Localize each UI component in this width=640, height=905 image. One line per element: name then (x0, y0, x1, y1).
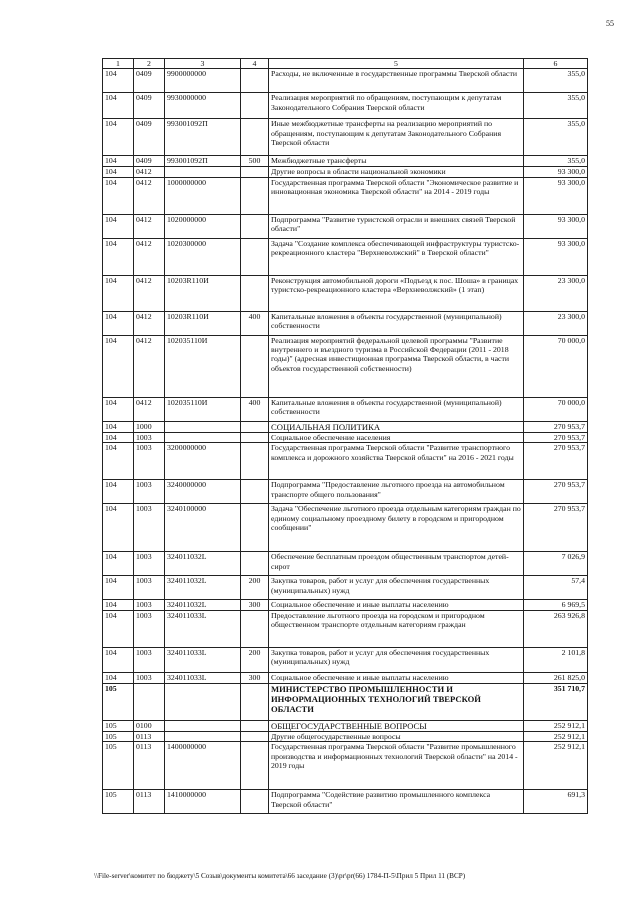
admin-code-cell: 104 (103, 93, 134, 119)
admin-code-cell: 104 (103, 552, 134, 576)
expense-type-cell: 200 (241, 576, 269, 600)
target-item-cell: 324011033L (165, 672, 241, 683)
target-item-cell: 3240100000 (165, 504, 241, 552)
admin-code-cell: 104 (103, 177, 134, 214)
table-row (103, 610, 588, 647)
section-code-cell: 0412 (134, 335, 165, 397)
admin-code-cell: 104 (103, 275, 134, 311)
section-code-cell: 0113 (134, 742, 165, 790)
amount-cell: 93 300,0 (524, 167, 588, 177)
description-cell: Другие общегосударственные вопросы (269, 732, 524, 742)
section-code-cell: 1003 (134, 600, 165, 610)
admin-code-cell: 105 (103, 683, 134, 720)
admin-code-cell: 104 (103, 397, 134, 421)
expense-type-cell: 200 (241, 647, 269, 672)
table-row (103, 119, 588, 156)
admin-code-cell: 105 (103, 790, 134, 814)
admin-code-cell: 104 (103, 335, 134, 397)
description-cell: Подпрограмма "Развитие туристской отрасли и внешних связей Тверской области" (269, 214, 524, 238)
target-item-cell: 324011033L (165, 647, 241, 672)
table-row (103, 576, 588, 600)
section-code-cell: 0100 (134, 720, 165, 731)
section-code-cell: 1003 (134, 433, 165, 443)
table-row (103, 683, 588, 720)
table-row (103, 335, 588, 397)
table-row (103, 238, 588, 275)
section-code-cell (134, 683, 165, 720)
amount-cell: 270 953,7 (524, 480, 588, 504)
amount-cell: 252 912,1 (524, 732, 588, 742)
expense-type-cell (241, 69, 269, 93)
target-item-cell: 1400000000 (165, 742, 241, 790)
column-header: 3 (165, 59, 241, 69)
section-code-cell: 0412 (134, 238, 165, 275)
admin-code-cell: 105 (103, 720, 134, 731)
target-item-cell: 324011032L (165, 576, 241, 600)
description-cell: Предоставление льготного проезда на городском и пригородном общественном транспорте отдельным категориям граждан (269, 610, 524, 647)
target-item-cell (165, 421, 241, 432)
amount-cell: 93 300,0 (524, 214, 588, 238)
amount-cell: 7 026,9 (524, 552, 588, 576)
expense-type-cell (241, 720, 269, 731)
expense-type-cell (241, 177, 269, 214)
admin-code-cell: 105 (103, 742, 134, 790)
admin-code-cell: 104 (103, 156, 134, 167)
column-header: 5 (269, 59, 524, 69)
description-cell: Иные межбюджетные трансферты на реализацию мероприятий по обращениям, поступающим к депутатам Законодательного Собрания Тверской области (269, 119, 524, 156)
table-row (103, 177, 588, 214)
table-row (103, 720, 588, 731)
description-cell: Государственная программа Тверской области "Экономическое развитие и инновационная экономика Тверской области" на 2014 - 2019 годы (269, 177, 524, 214)
table-row (103, 552, 588, 576)
column-header: 2 (134, 59, 165, 69)
column-header: 1 (103, 59, 134, 69)
target-item-cell: 102035110И (165, 397, 241, 421)
description-cell: Закупка товаров, работ и услуг для обеспечения государственных (муниципальных) нужд (269, 576, 524, 600)
table-row (103, 275, 588, 311)
section-code-cell: 1000 (134, 421, 165, 432)
table-row (103, 156, 588, 167)
target-item-cell: 9930000000 (165, 93, 241, 119)
amount-cell: 270 953,7 (524, 504, 588, 552)
expense-type-cell (241, 275, 269, 311)
admin-code-cell: 104 (103, 433, 134, 443)
section-code-cell: 0412 (134, 397, 165, 421)
section-code-cell: 0409 (134, 119, 165, 156)
description-cell: Государственная программа Тверской области "Развитие промышленного производства и информационных технологий Тверской области" на 2014 - 2019 годы (269, 742, 524, 790)
target-item-cell: 1020300000 (165, 238, 241, 275)
expense-type-cell (241, 119, 269, 156)
admin-code-cell: 104 (103, 610, 134, 647)
table-row (103, 672, 588, 683)
section-code-cell: 0412 (134, 214, 165, 238)
expense-type-cell (241, 214, 269, 238)
amount-cell: 93 300,0 (524, 177, 588, 214)
expense-type-cell (241, 167, 269, 177)
table-row (103, 600, 588, 610)
expense-type-cell: 300 (241, 672, 269, 683)
expense-type-cell (241, 480, 269, 504)
admin-code-cell: 104 (103, 576, 134, 600)
amount-cell: 70 000,0 (524, 335, 588, 397)
table-row (103, 311, 588, 335)
admin-code-cell: 104 (103, 443, 134, 480)
admin-code-cell: 104 (103, 167, 134, 177)
target-item-cell: 324011032L (165, 552, 241, 576)
expense-type-cell (241, 421, 269, 432)
description-cell: Реализация мероприятий федеральной целевой программы "Развитие внутреннего и въездного туризма в Российской Федерации (2011 - 2018 годы)" (адресная инвестиционная программа Тверской области, в части объектов государственной собственности) (269, 335, 524, 397)
admin-code-cell: 104 (103, 421, 134, 432)
target-item-cell: 102035110И (165, 335, 241, 397)
table-row (103, 742, 588, 790)
section-code-cell: 0409 (134, 156, 165, 167)
table-row (103, 93, 588, 119)
expense-type-cell (241, 504, 269, 552)
target-item-cell: 10203R110И (165, 311, 241, 335)
amount-cell: 355,0 (524, 156, 588, 167)
expense-type-cell (241, 93, 269, 119)
table-row (103, 504, 588, 552)
file-path-footer: \\File-server\комитет по бюджету\5 Созыв\документы комитета\66 заседание (3)\pr\pr(66) 1784-П-5\Прил 5 Прил 11 (ВСР) (94, 872, 466, 880)
section-code-cell: 0113 (134, 732, 165, 742)
column-header: 6 (524, 59, 588, 69)
table-row (103, 647, 588, 672)
expense-type-cell (241, 552, 269, 576)
section-code-cell: 1003 (134, 552, 165, 576)
section-code-cell: 0409 (134, 69, 165, 93)
description-cell: Другие вопросы в области национальной экономики (269, 167, 524, 177)
amount-cell: 263 926,8 (524, 610, 588, 647)
expense-type-cell (241, 610, 269, 647)
expense-type-cell: 400 (241, 311, 269, 335)
description-cell: Закупка товаров, работ и услуг для обеспечения государственных (муниципальных) нужд (269, 647, 524, 672)
target-item-cell: 1410000000 (165, 790, 241, 814)
description-cell: Социальное обеспечение населения (269, 433, 524, 443)
target-item-cell: 993001092П (165, 119, 241, 156)
target-item-cell (165, 167, 241, 177)
section-code-cell: 0409 (134, 93, 165, 119)
target-item-cell (165, 683, 241, 720)
amount-cell: 93 300,0 (524, 238, 588, 275)
target-item-cell: 1000000000 (165, 177, 241, 214)
section-code-cell: 0412 (134, 167, 165, 177)
table-body (103, 69, 588, 814)
admin-code-cell: 104 (103, 672, 134, 683)
amount-cell: 270 953,7 (524, 443, 588, 480)
expense-type-cell (241, 443, 269, 480)
admin-code-cell: 104 (103, 311, 134, 335)
amount-cell: 23 300,0 (524, 275, 588, 311)
expense-type-cell (241, 433, 269, 443)
description-cell: Реконструкция автомобильной дороги «Подъезд к пос. Шоша» в границах туристско-рекреационного кластера «Верхневолжский» (1 этап) (269, 275, 524, 311)
description-cell: Обеспечение бесплатным проездом общественным транспортом детей-сирот (269, 552, 524, 576)
section-code-cell: 1003 (134, 480, 165, 504)
page-number: 55 (606, 19, 614, 28)
admin-code-cell: 104 (103, 69, 134, 93)
table-row (103, 69, 588, 93)
amount-cell: 23 300,0 (524, 311, 588, 335)
amount-cell: 355,0 (524, 93, 588, 119)
description-cell: Капитальные вложения в объекты государственной (муниципальной) собственности (269, 397, 524, 421)
description-cell: Межбюджетные трансферты (269, 156, 524, 167)
table-row (103, 214, 588, 238)
target-item-cell: 993001092П (165, 156, 241, 167)
expense-type-cell: 300 (241, 600, 269, 610)
description-cell: СОЦИАЛЬНАЯ ПОЛИТИКА (269, 421, 524, 432)
target-item-cell (165, 720, 241, 731)
amount-cell: 351 710,7 (524, 683, 588, 720)
section-code-cell: 1003 (134, 672, 165, 683)
target-item-cell: 3240000000 (165, 480, 241, 504)
description-cell: Задача "Создание комплекса обеспечивающей инфраструктуры туристско-рекреационного кластера "Верхневолжский" в Тверской области" (269, 238, 524, 275)
expense-type-cell (241, 790, 269, 814)
expense-type-cell: 500 (241, 156, 269, 167)
table-row (103, 397, 588, 421)
amount-cell: 6 969,5 (524, 600, 588, 610)
expense-type-cell: 400 (241, 397, 269, 421)
target-item-cell: 3200000000 (165, 443, 241, 480)
description-cell: Социальное обеспечение и иные выплаты населению (269, 672, 524, 683)
section-code-cell: 0412 (134, 311, 165, 335)
admin-code-cell: 105 (103, 732, 134, 742)
target-item-cell: 1020000000 (165, 214, 241, 238)
column-header: 4 (241, 59, 269, 69)
amount-cell: 261 825,0 (524, 672, 588, 683)
section-code-cell: 0113 (134, 790, 165, 814)
description-cell: Государственная программа Тверской области "Развитие транспортного комплекса и дорожного хозяйства Тверской области" на 2016 - 2021 годы (269, 443, 524, 480)
budget-table (102, 58, 588, 814)
section-code-cell: 1003 (134, 610, 165, 647)
target-item-cell: 324011033L (165, 610, 241, 647)
amount-cell: 252 912,1 (524, 742, 588, 790)
amount-cell: 252 912,1 (524, 720, 588, 731)
expense-type-cell (241, 732, 269, 742)
admin-code-cell: 104 (103, 647, 134, 672)
amount-cell: 2 101,8 (524, 647, 588, 672)
table-row (103, 443, 588, 480)
target-item-cell: 324011032L (165, 600, 241, 610)
description-cell: МИНИСТЕРСТВО ПРОМЫШЛЕННОСТИ И ИНФОРМАЦИОННЫХ ТЕХНОЛОГИЙ ТВЕРСКОЙ ОБЛАСТИ (269, 683, 524, 720)
amount-cell: 270 953,7 (524, 421, 588, 432)
table-row (103, 480, 588, 504)
expense-type-cell (241, 742, 269, 790)
description-cell: Подпрограмма "Содействие развитию промышленного комплекса Тверской области" (269, 790, 524, 814)
admin-code-cell: 104 (103, 600, 134, 610)
admin-code-cell: 104 (103, 119, 134, 156)
expense-type-cell (241, 683, 269, 720)
description-cell: Расходы, не включенные в государственные программы Тверской области (269, 69, 524, 93)
description-cell: Капитальные вложения в объекты государственной (муниципальной) собственности (269, 311, 524, 335)
amount-cell: 70 000,0 (524, 397, 588, 421)
target-item-cell (165, 732, 241, 742)
section-code-cell: 1003 (134, 443, 165, 480)
amount-cell: 691,3 (524, 790, 588, 814)
target-item-cell: 9900000000 (165, 69, 241, 93)
admin-code-cell: 104 (103, 214, 134, 238)
admin-code-cell: 104 (103, 238, 134, 275)
section-code-cell: 0412 (134, 177, 165, 214)
section-code-cell: 1003 (134, 647, 165, 672)
admin-code-cell: 104 (103, 504, 134, 552)
description-cell: Подпрограмма "Предоставление льготного проезда на автомобильном транспорте общего пользования" (269, 480, 524, 504)
amount-cell: 57,4 (524, 576, 588, 600)
table-row (103, 421, 588, 432)
target-item-cell (165, 433, 241, 443)
expense-type-cell (241, 335, 269, 397)
description-cell: Реализация мероприятий по обращениям, поступающим к депутатам Законодательного Собрания Тверской области (269, 93, 524, 119)
description-cell: Задача "Обеспечение льготного проезда отдельным категориям граждан по единому социальному проездному билету в городском и пригородном сообщении" (269, 504, 524, 552)
amount-cell: 355,0 (524, 119, 588, 156)
admin-code-cell: 104 (103, 480, 134, 504)
table-row (103, 433, 588, 443)
table-row (103, 790, 588, 814)
section-code-cell: 1003 (134, 576, 165, 600)
table-header-row (103, 59, 588, 69)
table-row (103, 167, 588, 177)
table-row (103, 732, 588, 742)
amount-cell: 270 953,7 (524, 433, 588, 443)
description-cell: ОБЩЕГОСУДАРСТВЕННЫЕ ВОПРОСЫ (269, 720, 524, 731)
section-code-cell: 1003 (134, 504, 165, 552)
amount-cell: 355,0 (524, 69, 588, 93)
description-cell: Социальное обеспечение и иные выплаты населению (269, 600, 524, 610)
expense-type-cell (241, 238, 269, 275)
section-code-cell: 0412 (134, 275, 165, 311)
target-item-cell: 10203R110И (165, 275, 241, 311)
